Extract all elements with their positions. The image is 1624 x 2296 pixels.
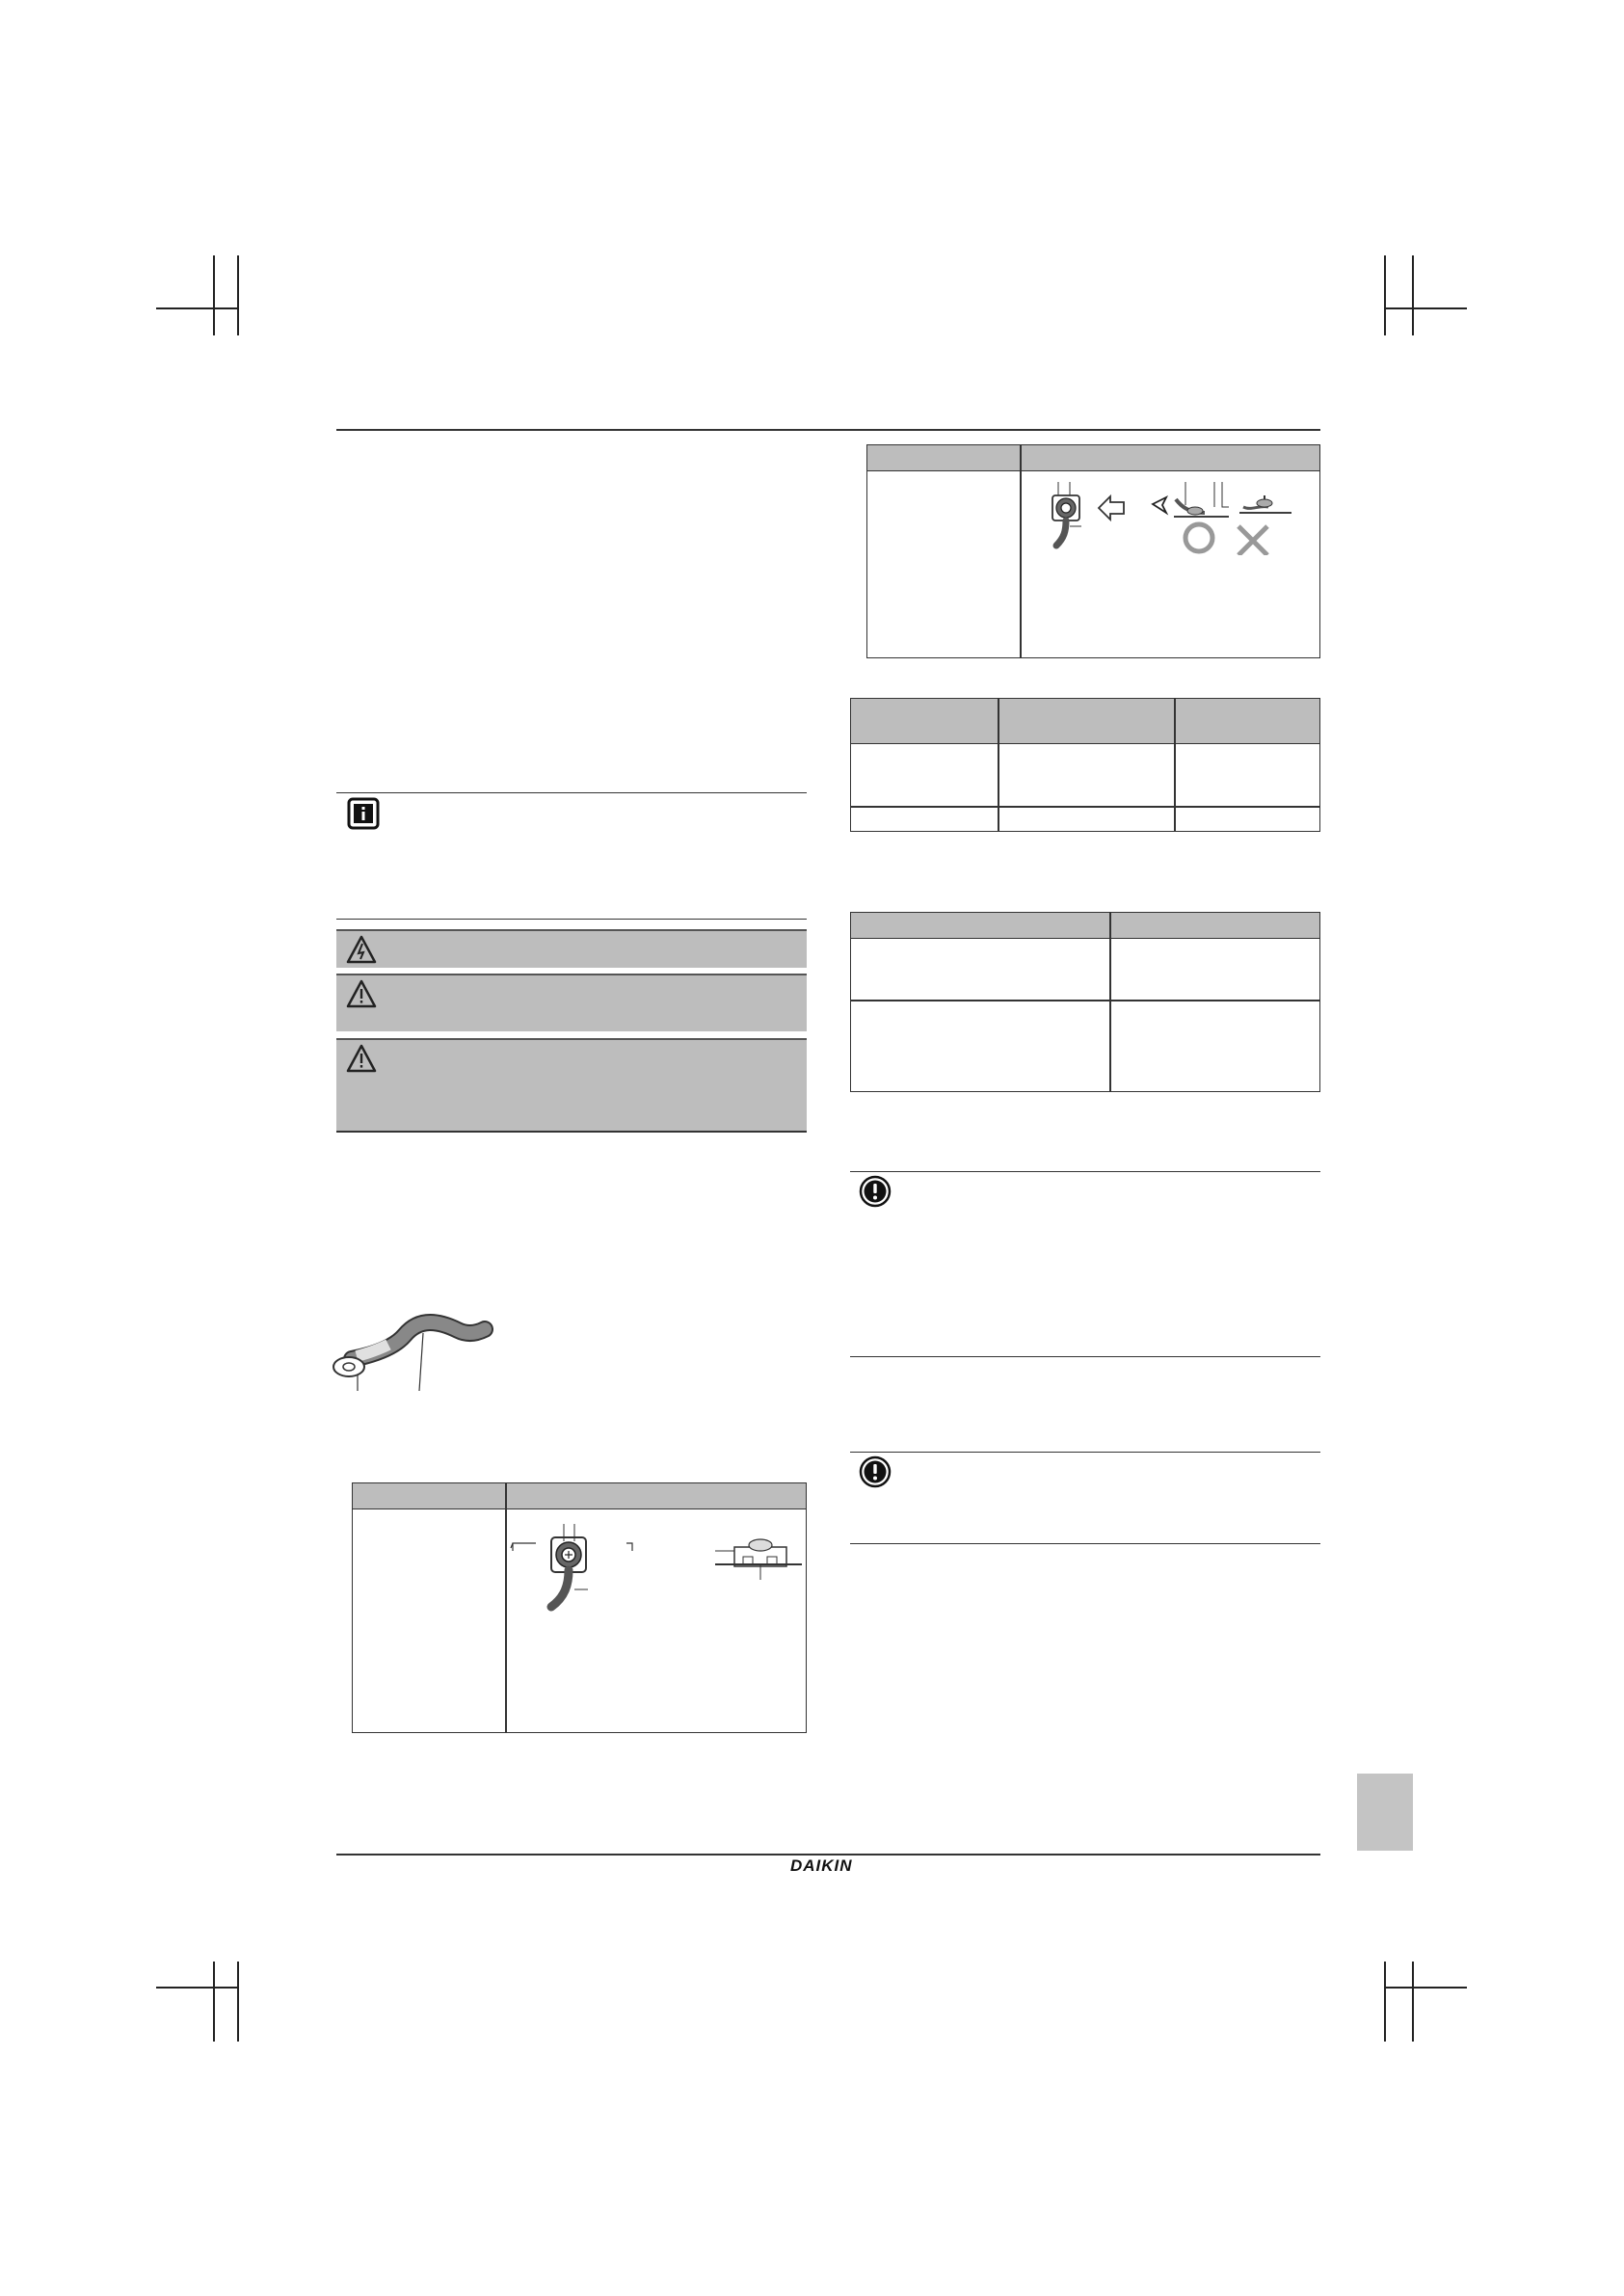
notice-2-top-rule [850,1452,1320,1453]
warning-bottom-rule [336,1131,807,1133]
terminal-connection-table [352,1482,807,1733]
correct-incorrect-terminal-illustration [1022,478,1320,555]
brand-logo: DAIKIN [790,1856,853,1875]
table-header-row [353,1483,806,1509]
warning-icon [346,979,377,1008]
electric-warning-bar [336,929,807,968]
wiring-spec-table [850,698,1320,832]
row-divider [851,806,1319,808]
column-divider [1109,913,1111,1091]
page-side-tab [1357,1774,1413,1851]
row-divider [851,1000,1319,1001]
footer-rule [336,1854,1320,1855]
warning-bar-2 [336,1038,807,1133]
terminal-inspection-table [866,444,1320,658]
notice-1-bottom-rule [850,1356,1320,1357]
warning-icon [346,1044,377,1073]
notice-icon [859,1175,892,1208]
info-note-top-rule [336,792,807,793]
column-divider [1174,699,1176,831]
table-header-row [851,699,1319,744]
column-divider [998,699,999,831]
table-header-row [851,913,1319,939]
ring-terminal-cable-illustration [323,1306,496,1393]
info-icon [347,797,380,830]
warning-bar-1 [336,974,807,1031]
electric-warning-icon [346,935,377,964]
header-rule [336,429,1320,431]
tightening-torque-table [850,912,1320,1092]
notice-1-top-rule [850,1171,1320,1172]
terminal-block-illustration [507,1522,806,1618]
table-header-row [867,445,1319,471]
notice-2-bottom-rule [850,1543,1320,1544]
notice-icon [859,1455,892,1488]
info-note-bottom-rule [336,919,807,920]
